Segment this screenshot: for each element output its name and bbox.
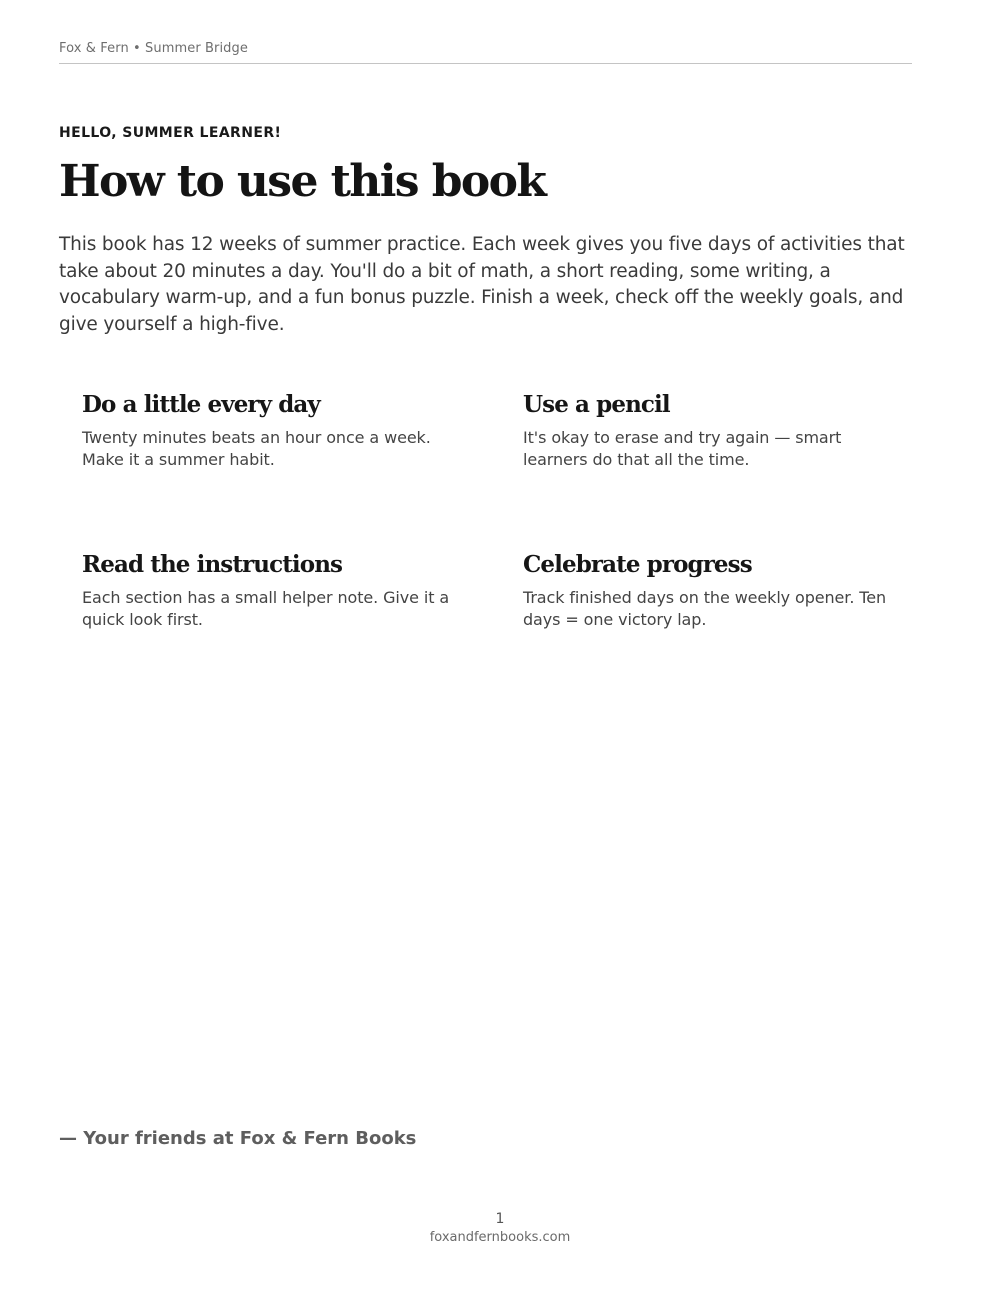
tip-do-a-little-every-day (82, 388, 472, 471)
tip-read-the-instructions (82, 548, 472, 631)
page-header (59, 40, 912, 64)
tip-heading: Use a pencil (523, 391, 670, 418)
tip-body: Track finished days on the weekly opener. Ten days = one victory lap. (523, 588, 887, 629)
footer-url: foxandfernbooks.com (429, 1230, 571, 1245)
tip-use-a-pencil (523, 388, 913, 471)
tip-body: It's okay to erase and try again — smart learners do that all the time. (523, 428, 842, 469)
tip-celebrate-progress (523, 548, 913, 631)
tip-heading: Celebrate progress (523, 551, 752, 578)
page-title: How to use this book (59, 156, 546, 207)
tip-heading: Do a little every day (82, 391, 320, 418)
running-head: Fox & Fern • Summer Bridge (59, 41, 248, 56)
tip-body: Twenty minutes beats an hour once a week. Make it a summer habit. (82, 428, 431, 469)
tip-heading: Read the instructions (82, 551, 343, 578)
page-footer (0, 1209, 1000, 1247)
page-number: 1 (495, 1211, 505, 1227)
eyebrow-label: HELLO, SUMMER LEARNER! (59, 125, 282, 141)
intro-paragraph: This book has 12 weeks of summer practice. Each week gives you five days of activities that take about 20 minutes a day. You'll do a bit of math, a short reading, some writing, a vocabulary warm-up, and a fun bonus puzzle. Finish a week, check off the weekly goals, and give yourself a high-five. (59, 234, 905, 335)
signoff: — Your friends at Fox & Fern Books (59, 1128, 417, 1149)
tip-body: Each section has a small helper note. Give it a quick look first. (82, 588, 450, 629)
